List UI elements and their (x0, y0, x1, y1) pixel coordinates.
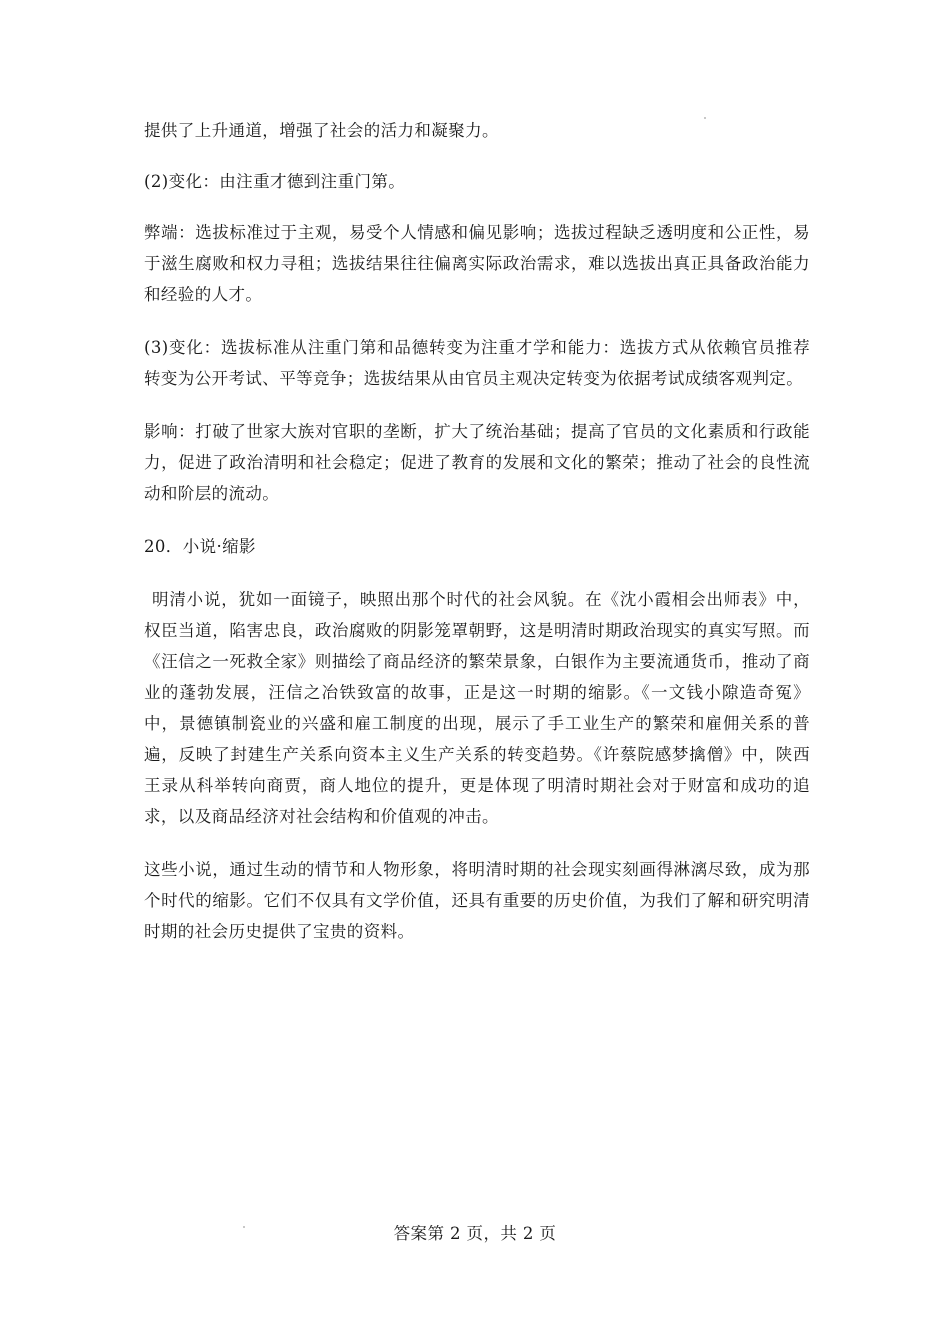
paragraph-novels-mirror: 明清小说，犹如一面镜子，映照出那个时代的社会风貌。在《沈小霞相会出师表》中，权臣当道，陷害忠良，政治腐败的阴影笼罩朝野，这是明清时期政治现实的真实写照。而《汪信之一死救全家》则描绘了商品经济的繁荣景象，白银作为主要流通货币，推动了商业的蓬勃发展，汪信之冶铁致富的故事，正是这一时期的缩影。《一文钱小隙造奇冤》中，景德镇制瓷业的兴盛和雇工制度的出现，展示了手工业生产的繁荣和雇佣关系的普遍，反映了封建生产关系向资本主义生产关系的转变趋势。《许蔡院感梦擒僧》中，陕西王录从科举转向商贾，商人地位的提升，更是体现了明清时期社会对于财富和成功的追求，以及商品经济对社会结构和价值观的冲击。 (144, 590, 810, 826)
paragraph-novels-summary: 这些小说，通过生动的情节和人物形象，将明清时期的社会现实刻画得淋漓尽致，成为那个时代的缩影。它们不仅具有文学价值，还具有重要的历史价值，为我们了解和研究明清时期的社会历史提供了宝贵的资料。 (144, 860, 810, 941)
answer-content (144, 115, 810, 947)
scan-speck (704, 117, 706, 119)
question-20-heading: 20．小说·缩影 (144, 537, 256, 556)
page-footer: 答案第 2 页，共 2 页 (393, 1224, 557, 1243)
paragraph-influence: 影响：打破了世家大族对官职的垄断，扩大了统治基础；提高了官员的文化素质和行政能力，促进了政治清明和社会稳定；促进了教育的发展和文化的繁荣；推动了社会的良性流动和阶层的流动。 (144, 422, 810, 503)
paragraph-change-3: (3)变化：选拔标准从注重门第和品德转变为注重才学和能力：选拔方式从依赖官员推荐转变为公开考试、平等竞争；选拔结果从由官员主观决定转变为依据考试成绩客观判定。 (144, 338, 810, 388)
paragraph-change-2: (2)变化：由注重才德到注重门第。 (144, 172, 406, 191)
paragraph-drawbacks: 弊端：选拔标准过于主观，易受个人情感和偏见影响；选拔过程缺乏透明度和公正性，易于滋生腐败和权力寻租；选拔结果往往偏离实际政治需求，难以选拔出真正具备政治能力和经验的人才。 (144, 223, 810, 304)
paragraph-upward-channel: 提供了上升通道，增强了社会的活力和凝聚力。 (144, 121, 499, 140)
